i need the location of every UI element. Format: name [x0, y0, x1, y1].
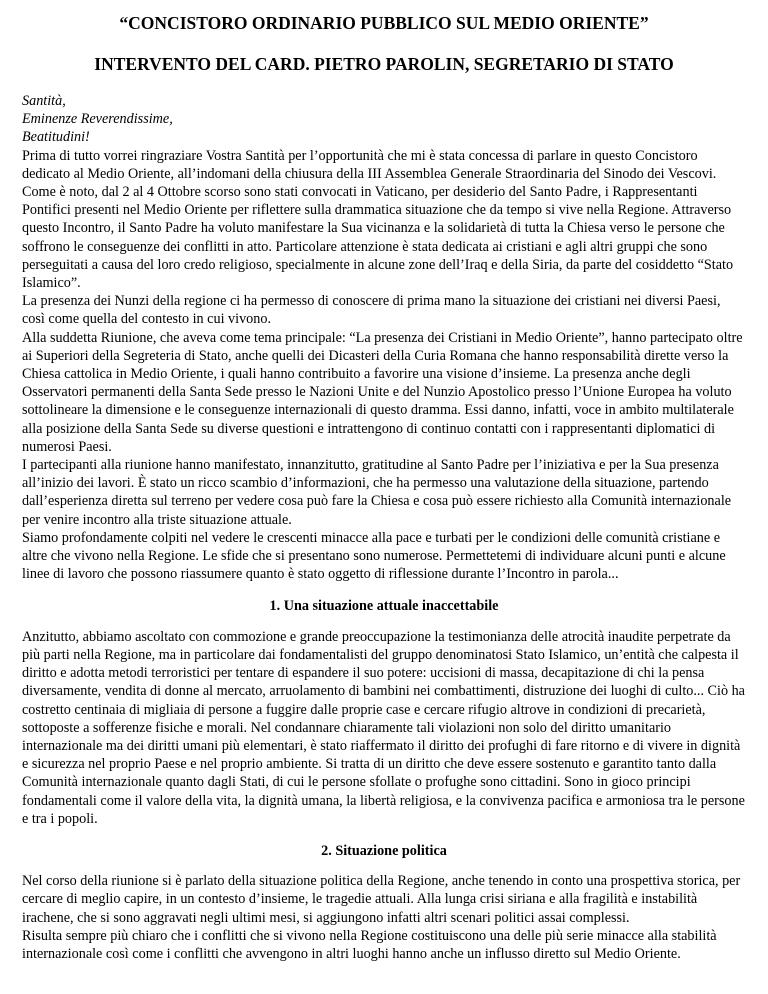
section-body — [22, 872, 746, 963]
intro-paragraph: Come è noto, dal 2 al 4 Ottobre scorso sono stati convocati in Vaticano, per desiderio del Santo Padre, i Rappresentanti Pontifici presenti nel Medio Oriente per riflettere sulla drammatica situazione che da tempo si vive nella Regione. Attraverso questo Incontro, il Santo Padre ha voluto manifestare la Sua vicinanza e la solidarietà di tutta la Chiesa verso le persone che soffrono le conseguenze dei conflitti in atto. Particolare attenzione è stata dedicata ai cristiani e agli altri gruppi che sono perseguitati a causa del loro credo religioso, specialmente in alcune zone dell’Iraq e della Siria, da parte del cosiddetto “Stato Islamico”. — [22, 184, 734, 292]
section-paragraph: Anzitutto, abbiamo ascoltato con commozione e grande preoccupazione la testimonianza delle atrocità inaudite perpetrate da più parti nella Regione, ma in particolare dai fondamentalisti del gruppo denominatosi Stato Islamico, un’entità che calpesta il diritto e adotta metodi terroristici per tentare di espandere il suo potere: uccisioni di massa, decapitazione di chi la pensa diversamente, vendita di donne al mercato, arruolamento di bambini nei combattimenti, distruzione dei luoghi di culto... Ciò ha costretto centinaia di migliaia di persone a fuggire dalle proprie case e cercare rifugio altrove in condizioni di precarietà, sottoposte a sofferenze fisiche e morali. Nel condannare chiaramente tali violazioni non solo del diritto umanitario internazionale ma dei diritti umani più elementari, è stato riaffermato il diritto dei profughi di fare ritorno e di vivere in dignità e sicurezza nel proprio Paese e nel proprio ambiente. Si tratta di un diritto che deve essere sostenuto e garantito tanto dalla Comunità internazionale quanto dagli Stati, di cui le persone sfollate o profughe sono cittadini. Sono in gioco principi fondamentali come il valore della vita, la dignità umana, la libertà religiosa, e la convivenza pacifica e armoniosa tra le persone e tra i popoli. — [22, 628, 745, 827]
intro-paragraph: Alla suddetta Riunione, che aveva come tema principale: “La presenza dei Cristiani in Medio Oriente”, hanno partecipato oltre ai Superiori della Segreteria di Stato, anche quelli dei Dicasteri della Curia Romana che hanno responsabilità dirette verso la Chiesa cattolica in Medio Oriente, i quali hanno contribuito a favorire una visione d’insieme. La presenza anche degli Osservatori permanenti della Santa Sede presso le Nazioni Unite e del Nunzio Apostolico presso l’Unione Europea ha voluto sottolineare la dimensione e le conseguenze internazionali di questo dramma. Essi danno, infatti, voce in ambito multilaterale alla posizione della Santa Sede su diverse questioni e intrattengono di continuo contatti con i rappresentanti diplomatici di numerosi Paesi. — [22, 329, 743, 455]
salutation-line: Eminenze Reverendissime, — [22, 111, 173, 128]
section-2 — [22, 842, 746, 963]
section-paragraph: Nel corso della riunione si è parlato della situazione politica della Regione, anche tenendo in conto una prospettiva storica, per cercare di meglio capire, in un contesto d’insieme, le tragedie attuali. Alla lunga crisi siriana e alla fragilità e instabilità irachene, che si sono aggravati negli ultimi mesi, si aggiungono infatti altri scenari politici assai complessi. — [22, 873, 741, 926]
document-subtitle: INTERVENTO DEL CARD. PIETRO PAROLIN, SEGRETARIO DI STATO — [94, 54, 674, 74]
section-1 — [22, 597, 746, 827]
section-paragraph: Risulta sempre più chiaro che i conflitti che si vivono nella Regione costituiscono una delle più serie minacce alla stabilità internazionale così come i conflitti che avvengono in altri luoghi hanno anche un influsso diretto sul Medio Oriente. — [22, 927, 717, 962]
document-body — [22, 92, 746, 583]
document-title: “CONCISTORO ORDINARIO PUBBLICO SUL MEDIO ORIENTE” — [119, 13, 649, 33]
intro-paragraph: Prima di tutto vorrei ringraziare Vostra Santità per l’opportunità che mi è stata concessa di parlare in questo Concistoro dedicato al Medio Oriente, all’indomani della chiusura della III Assemblea Generale Straordinaria del Sinodo dei Vescovi. — [22, 147, 717, 182]
section-heading: 1. Una situazione attuale inaccettabile — [269, 598, 499, 615]
intro-paragraph: I partecipanti alla riunione hanno manifestato, innanzitutto, gratitudine al Santo Padre per l’iniziativa e per la Sua presenza all’inizio dei lavori. È stato un ricco scambio d’informazioni, che ha permesso una valutazione della situazione, partendo dall’esperienza diretta sul terreno per vedere cosa può fare la Chiesa e cosa può essere richiesto alla Comunità internazionale per venire incontro alla triste situazione attuale. — [22, 457, 732, 528]
section-heading: 2. Situazione politica — [321, 842, 447, 859]
salutation-line: Beatitudini! — [22, 129, 90, 146]
section-body — [22, 628, 746, 828]
salutation-line: Santità, — [22, 93, 66, 109]
intro-paragraph: Siamo profondamente colpiti nel vedere le crescenti minacce alla pace e turbati per le condizioni delle comunità cristiane e altre che vivono nella Regione. Le sfide che si presentano sono numerose. Permettetemi di individuare alcuni punti e alcune linee di lavoro che possono riassumere quanto è stato oggetto di riflessione durante l’Incontro in parola... — [22, 529, 726, 583]
intro-paragraph: La presenza dei Nunzi della regione ci ha permesso di conoscere di prima mano la situazione dei cristiani nei diversi Paesi, così come quella del contesto in cui vivono. — [22, 293, 721, 328]
